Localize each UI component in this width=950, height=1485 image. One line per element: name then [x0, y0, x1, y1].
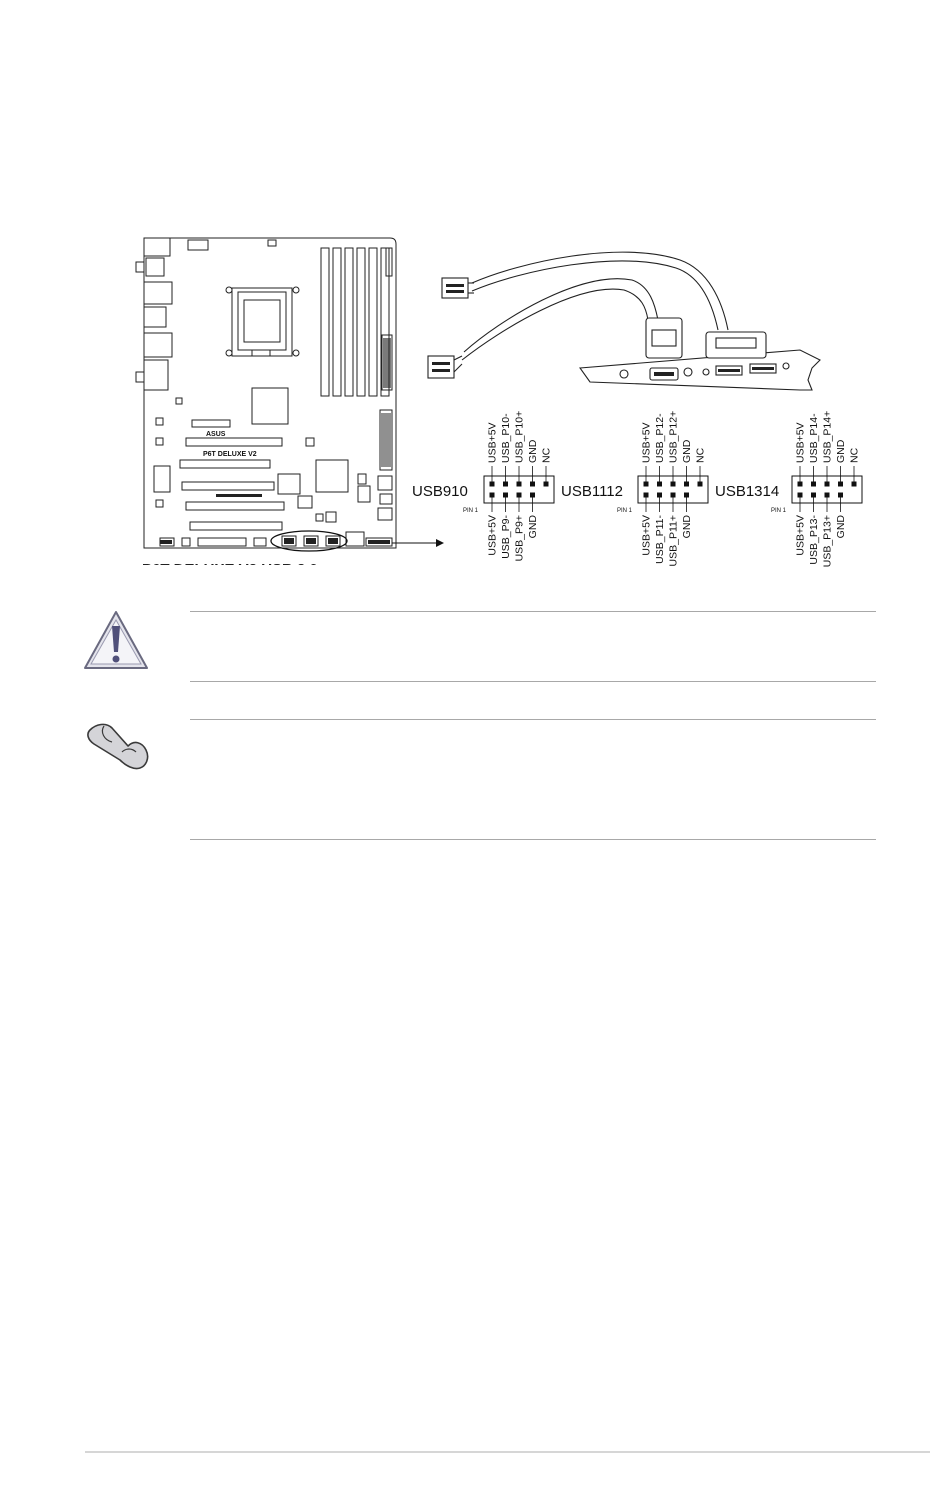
header-pin [503, 493, 508, 498]
bottom-pin-label: USB_P9+ [513, 515, 526, 562]
header-pin [838, 493, 843, 498]
hand-pointer-icon [88, 724, 148, 768]
bottom-pin-label: GND [835, 515, 848, 539]
top-pin-label: GND [681, 439, 694, 463]
top-pin-label: USB+5V [640, 422, 653, 463]
bottom-pin-label: USB+5V [640, 515, 653, 556]
header-pin [671, 493, 676, 498]
usb-pin-headers [412, 411, 862, 568]
header-pin [798, 482, 803, 487]
top-pin-label: NC [848, 447, 861, 463]
header-pin [811, 482, 816, 487]
pointer-arrow [392, 539, 444, 547]
note-bottom-rule [190, 839, 876, 840]
header-pin [644, 493, 649, 498]
warning-triangle-icon [85, 612, 147, 668]
header-pin [698, 482, 703, 487]
board-brand: ASUS [206, 431, 226, 438]
header-pin [825, 493, 830, 498]
footer-rule [85, 1451, 930, 1453]
top-pin-label: USB_P12+ [667, 410, 680, 463]
top-pin-label: USB_P12- [654, 413, 667, 463]
header-pin [852, 482, 857, 487]
key-pin-gap [698, 493, 703, 498]
header-pin [657, 482, 662, 487]
usb-header-usb1112 [561, 411, 708, 567]
header-pin [517, 482, 522, 487]
key-pin-gap [852, 493, 857, 498]
bottom-pin-label: USB+5V [794, 515, 807, 556]
bottom-pin-label: GND [527, 515, 540, 539]
header-label: USB910 [412, 483, 468, 500]
header-pin [657, 493, 662, 498]
top-pin-label: USB_P14+ [821, 410, 834, 463]
header-pin [530, 482, 535, 487]
header-pin [530, 493, 535, 498]
top-pin-label: USB_P10- [500, 413, 513, 463]
bottom-pin-label: USB+5V [486, 515, 499, 556]
header-pin [684, 493, 689, 498]
usb-header-usb910 [412, 411, 554, 562]
bottom-pin-label: USB_P9- [500, 515, 513, 559]
motherboard-layout [136, 238, 396, 551]
header-pin [684, 482, 689, 487]
header-pin [517, 493, 522, 498]
pin1-label: PIN 1 [617, 508, 633, 514]
top-pin-label: USB_P14- [808, 413, 821, 463]
top-pin-label: USB+5V [794, 422, 807, 463]
header-label: USB1112 [561, 483, 623, 500]
top-pin-label: GND [835, 439, 848, 463]
caution-top-rule [190, 611, 876, 612]
bottom-pin-label: USB_P13+ [821, 515, 834, 568]
caution-bottom-rule [190, 681, 876, 682]
bottom-pin-label: GND [681, 515, 694, 539]
header-pin [490, 482, 495, 487]
top-pin-label: GND [527, 439, 540, 463]
key-pin-gap [544, 493, 549, 498]
header-pin [544, 482, 549, 487]
pin1-label: PIN 1 [771, 508, 787, 514]
board-model: P6T DELUXE V2 [203, 451, 257, 458]
top-pin-label: NC [694, 447, 707, 463]
header-pin [490, 493, 495, 498]
header-pin [503, 482, 508, 487]
bottom-pin-label: USB_P11+ [667, 515, 680, 567]
header-pin [798, 493, 803, 498]
pin1-label: PIN 1 [463, 508, 479, 514]
header-pin [825, 482, 830, 487]
top-pin-label: USB_P10+ [513, 410, 526, 463]
note-top-rule [190, 719, 876, 720]
bottom-pin-label: USB_P13- [808, 515, 821, 565]
header-label: USB1314 [715, 483, 780, 500]
bottom-pin-label: USB_P11- [654, 515, 667, 564]
header-pin [811, 493, 816, 498]
top-pin-label: USB+5V [486, 422, 499, 463]
header-pin [644, 482, 649, 487]
usb-header-usb1314 [715, 411, 862, 568]
top-pin-label: NC [540, 447, 553, 463]
header-pin [671, 482, 676, 487]
header-pin [838, 482, 843, 487]
